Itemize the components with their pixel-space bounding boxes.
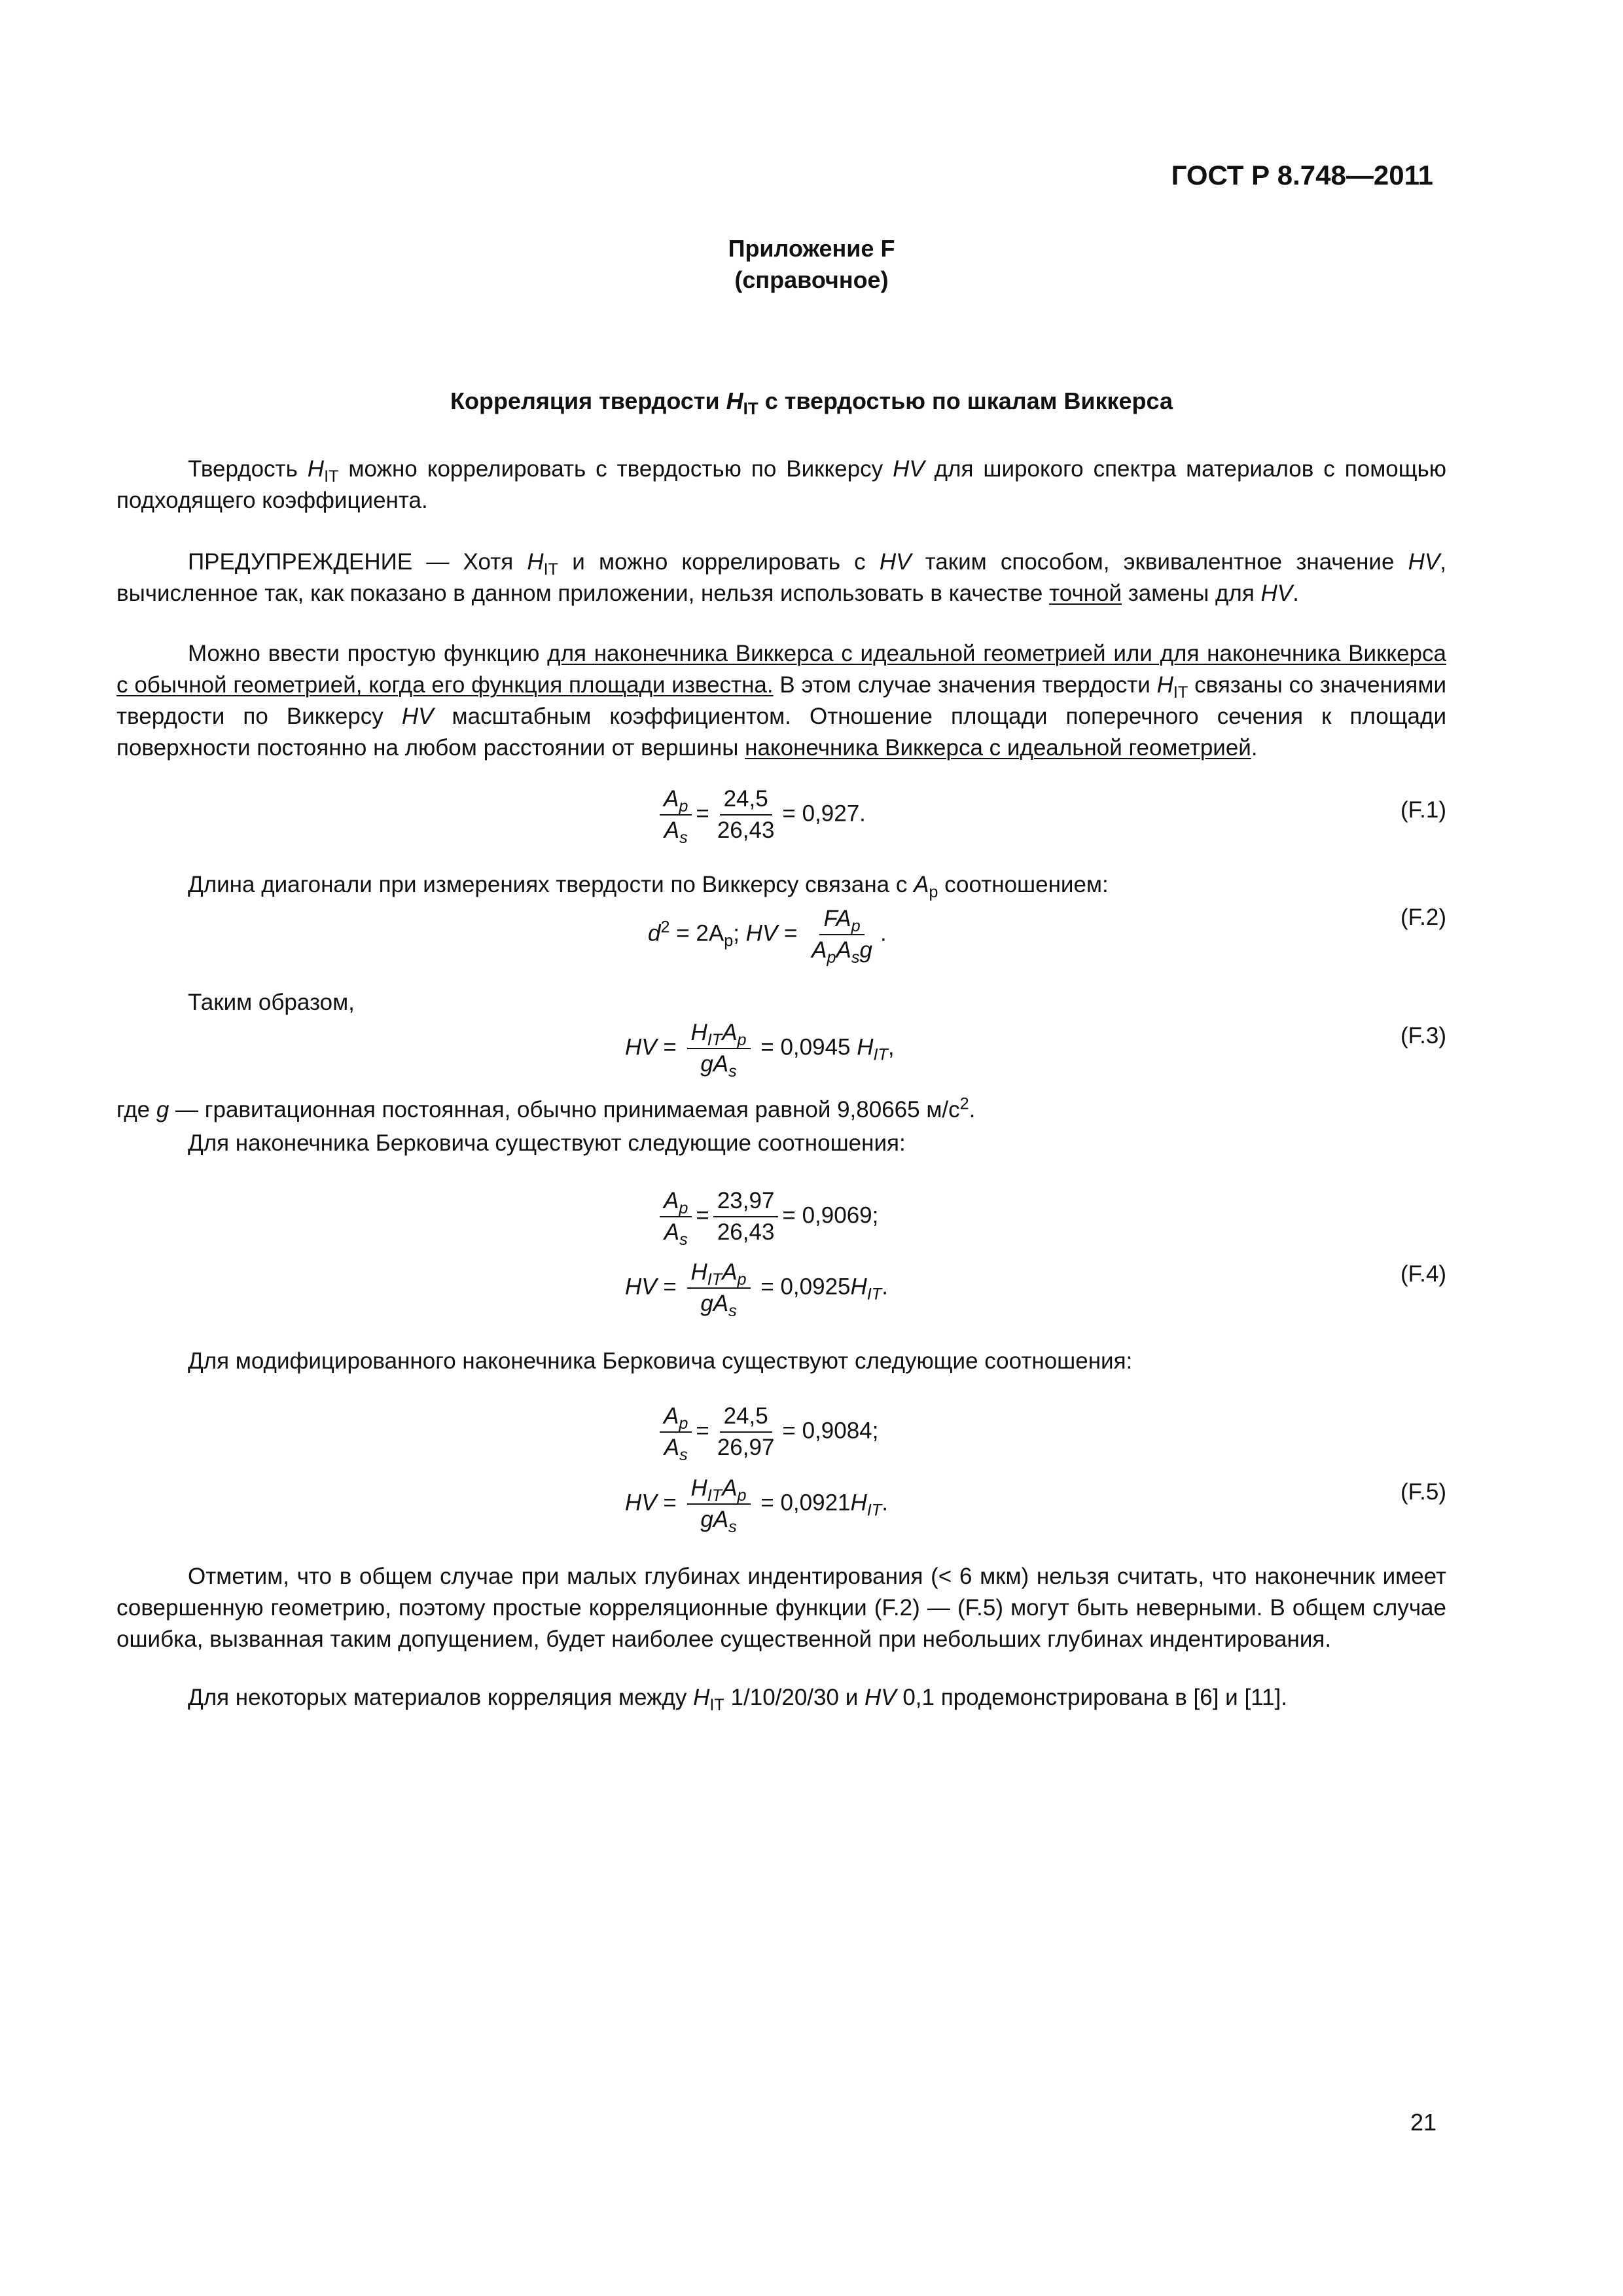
document-code: ГОСТ Р 8.748—2011 (1171, 160, 1433, 190)
paragraph-5: Таким образом, (188, 990, 355, 1015)
title-text: Корреляция твердости (450, 387, 726, 414)
paragraph-9: Отметим, что в общем случае при малых глубинах индентирования (< 6 мкм) нельзя считать, что наконечник имеет совершенную геометрию, поэтому простые корреляционные функции (F.2) — (F.5) могут быть неверными. В общем случае ошибка, вызванная таким допущением, будет наиболее существенной при небольших глубинах индентирования. (116, 1564, 1446, 1652)
ratio-values: $\frac{24,5}{26,43}$ (717, 786, 775, 843)
ratio-ap-as: $\frac{A_p}{A_s}$ (660, 785, 692, 844)
underlined-phrase: для наконечника Виккерса с идеальной геометрией или для наконечника Виккерса с обычной геометрией, когда его функция площади известна. (116, 641, 1446, 698)
paragraph-1: Твердость $H_{IT}$ можно коррелировать с твердостью по Виккерсу HV для широкого спектра материалов с помощью подходящего коэффициента. (116, 456, 1446, 513)
formula-label-f1: (F.1) (1400, 797, 1446, 823)
formula-label-f2: (F.2) (1400, 905, 1446, 930)
title-symbol-sub: IT (743, 400, 758, 419)
formula-f5-ratio: $\frac{A_p}{A_s}$ = $\frac{24,5}{26,97}$ = 0,9084; (656, 1403, 878, 1462)
appendix-status: (справочное) (734, 266, 889, 293)
formula-label-f5: (F.5) (1400, 1479, 1446, 1505)
formula-label-f4: (F.4) (1400, 1261, 1446, 1287)
page-number: 21 (1410, 2109, 1436, 2136)
paragraph-8: Для модифицированного наконечника Берковича существуют следующие соотношения: (188, 1348, 1133, 1374)
formula-f5-hv: HV = $\frac{H_{IT}A_p}{gA_s}$ = $0,0921H_{IT}$. (625, 1475, 888, 1536)
underlined-phrase-2: наконечника Виккерса с идеальной геометрией (745, 735, 1251, 761)
title-symbol: H (726, 387, 743, 414)
hit-fraction: $\frac{H_{IT}A_p}{gA_s}$ (687, 1019, 751, 1078)
formula-f3: HV = $\frac{H_{IT}A_p}{gA_s}$ = 0,0945 $H_{IT}$, (625, 1020, 895, 1081)
warning-paragraph: ПРЕДУПРЕЖДЕНИЕ — Хотя $H_{IT}$ и можно коррелировать с HV таким способом, эквивалентное значение HV, вычисленное так, как показано в данном приложении, нельзя использовать в качестве точной замены для HV. (116, 549, 1446, 606)
underlined-term: точной (1049, 581, 1122, 606)
formula-f1: $\frac{A_p}{A_s}$ = $\frac{24,5}{26,43}$ = 0,927. (656, 785, 866, 844)
section-title (0, 387, 1623, 419)
formula-f4-hv: HV = $\frac{H_{IT}A_p}{gA_s}$ = $0,0925H_{IT}$. (625, 1259, 888, 1320)
formula-label-f3: (F.3) (1400, 1023, 1446, 1049)
title-text-end: с твердостью по шкалам Виккерса (758, 387, 1173, 414)
paragraph-4: Длина диагонали при измерениях твердости по Виккерсу связана с $A_p$ соотношением: (188, 872, 1109, 901)
hv-fraction: $\frac{FA_p}{A_pA_sg}$ (812, 906, 872, 967)
paragraph-10: Для некоторых материалов корреляция между $H_{IT}$ 1/10/20/30 и HV 0,1 продемонстрирована в [6] и [11]. (188, 1685, 1287, 1714)
paragraph-3: Можно ввести простую функцию для наконечника Виккерса с идеальной геометрией или для наконечника Виккерса с обычной геометрией, когда его функция площади известна. В этом случае значения твердости $H_{IT}$ связаны со значениями твердости по Виккерсу HV масштабным коэффициентом. Отношение площади поперечного сечения к площади поверхности постоянно на любом расстоянии от вершины наконечника Виккерса с идеальной геометрией. (116, 641, 1446, 761)
appendix-label: Приложение F (728, 235, 895, 262)
formula-f4-ratio: $\frac{A_p}{A_s}$ = $\frac{23,97}{26,43}$ = 0,9069; (656, 1187, 878, 1246)
appendix-heading (0, 233, 1623, 296)
formula-f2: $d^2 = 2A_p$; HV = $\frac{FA_p}{A_pA_sg}$ . (648, 906, 887, 967)
paragraph-6: где g — гравитационная постоянная, обычно принимаемая равной 9,80665 $м/с^2$. (116, 1094, 976, 1122)
paragraph-7: Для наконечника Берковича существуют следующие соотношения: (188, 1130, 906, 1156)
